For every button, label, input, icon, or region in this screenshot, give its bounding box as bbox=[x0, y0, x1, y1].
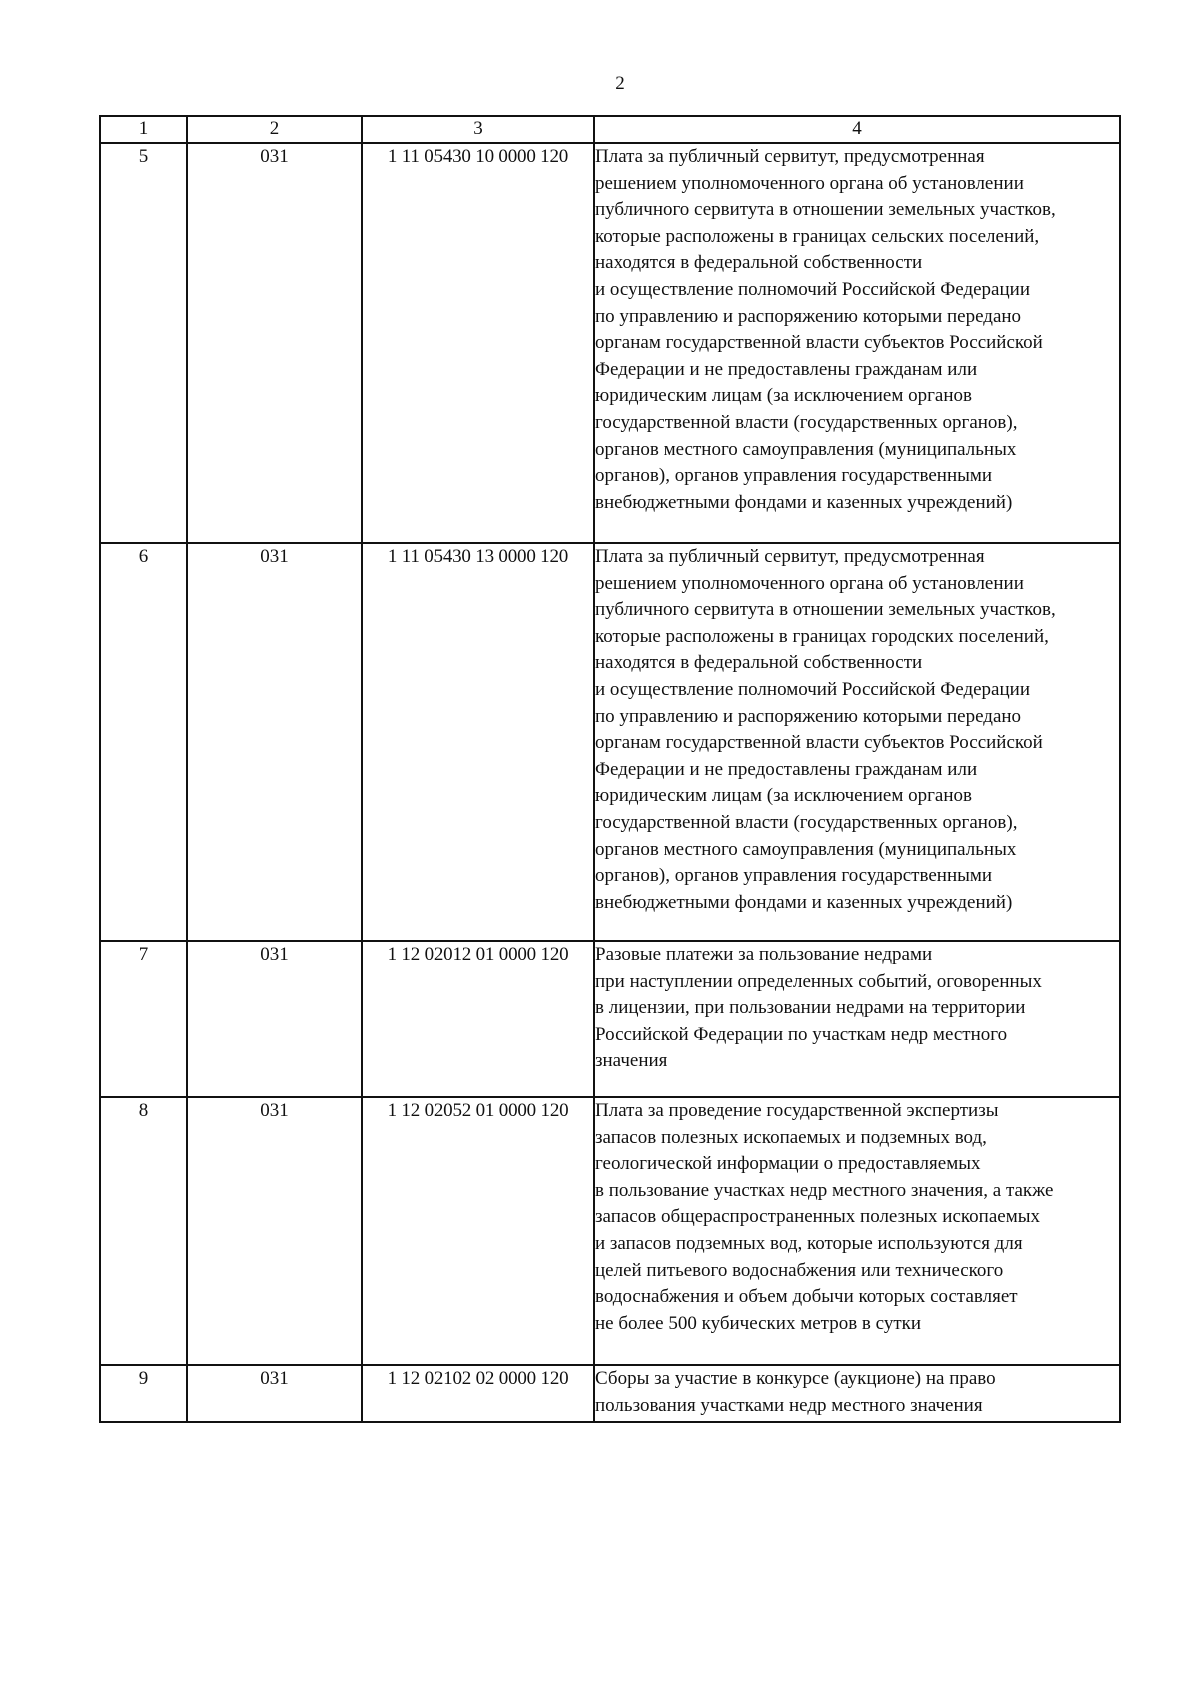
description-line: в пользование участках недр местного значения, а также bbox=[595, 1179, 1054, 1201]
administrator-code: 031 bbox=[187, 1365, 362, 1422]
table-row bbox=[100, 143, 1120, 543]
budget-classification-code: 1 12 02102 02 0000 120 bbox=[362, 1365, 594, 1422]
description-line: Сборы за участие в конкурсе (аукционе) на право bbox=[595, 1368, 996, 1389]
table-row bbox=[100, 1365, 1120, 1422]
description-line: пользования участками недр местного значения bbox=[595, 1394, 983, 1416]
revenue-description bbox=[594, 1097, 1120, 1365]
header-col-3: 3 bbox=[362, 116, 594, 143]
row-number: 8 bbox=[100, 1097, 187, 1365]
revenue-description bbox=[594, 1365, 1120, 1422]
description-line: решением уполномоченного органа об установлении bbox=[595, 172, 1024, 194]
description-line: и осуществление полномочий Российской Федерации bbox=[595, 678, 1030, 700]
budget-classification-code: 1 12 02052 01 0000 120 bbox=[362, 1097, 594, 1365]
description-line: Плата за публичный сервитут, предусмотренная bbox=[595, 546, 985, 567]
description-line: и осуществление полномочий Российской Федерации bbox=[595, 278, 1030, 300]
administrator-code: 031 bbox=[187, 543, 362, 941]
description-line: Разовые платежи за пользование недрами bbox=[595, 944, 933, 965]
description-line: решением уполномоченного органа об установлении bbox=[595, 572, 1024, 594]
description-line: Плата за проведение государственной экспертизы bbox=[595, 1100, 999, 1121]
description-line: по управлению и распоряжению которыми передано bbox=[595, 305, 1022, 327]
description-line: значения bbox=[595, 1050, 668, 1072]
description-line: водоснабжения и объем добычи которых составляет bbox=[595, 1286, 1018, 1308]
header-col-4: 4 bbox=[594, 116, 1120, 143]
revenue-description bbox=[594, 543, 1120, 941]
description-line: органам государственной власти субъектов Российской bbox=[595, 732, 1043, 754]
description-line: органов местного самоуправления (муниципальных bbox=[595, 838, 1017, 860]
description-line: внебюджетными фондами и казенных учреждений) bbox=[595, 891, 1013, 913]
revenue-description bbox=[594, 143, 1120, 543]
page-number: 2 bbox=[615, 73, 625, 94]
table-body bbox=[100, 143, 1120, 1422]
description-line: по управлению и распоряжению которыми передано bbox=[595, 705, 1022, 727]
description-line: которые расположены в границах городских поселений, bbox=[595, 625, 1049, 647]
description-line: органов местного самоуправления (муниципальных bbox=[595, 438, 1017, 460]
description-line: и запасов подземных вод, которые используются для bbox=[595, 1232, 1023, 1254]
description-line: Федерации и не предоставлены гражданам или bbox=[595, 358, 978, 380]
table-header bbox=[100, 116, 1120, 143]
row-number: 7 bbox=[100, 941, 187, 1097]
description-line: публичного сервитута в отношении земельных участков, bbox=[595, 599, 1056, 621]
header-row bbox=[100, 116, 1120, 143]
description-line: целей питьевого водоснабжения или технического bbox=[595, 1259, 1004, 1281]
description-line: внебюджетными фондами и казенных учреждений) bbox=[595, 491, 1013, 513]
budget-classification-code: 1 12 02012 01 0000 120 bbox=[362, 941, 594, 1097]
description-line: органов), органов управления государственными bbox=[595, 465, 993, 487]
row-number: 5 bbox=[100, 143, 187, 543]
description-line: органов), органов управления государственными bbox=[595, 865, 993, 887]
table-row bbox=[100, 941, 1120, 1097]
administrator-code: 031 bbox=[187, 941, 362, 1097]
budget-classification-code: 1 11 05430 13 0000 120 bbox=[362, 543, 594, 941]
description-line: юридическим лицам (за исключением органов bbox=[595, 785, 972, 807]
description-line: органам государственной власти субъектов Российской bbox=[595, 332, 1043, 354]
description-line: геологической информации о предоставляемых bbox=[595, 1153, 981, 1175]
description-line: Федерации и не предоставлены гражданам или bbox=[595, 758, 978, 780]
budget-classification-code: 1 11 05430 10 0000 120 bbox=[362, 143, 594, 543]
row-number: 9 bbox=[100, 1365, 187, 1422]
row-number: 6 bbox=[100, 543, 187, 941]
description-line: запасов общераспространенных полезных ископаемых bbox=[595, 1206, 1040, 1228]
administrator-code: 031 bbox=[187, 143, 362, 543]
description-line: не более 500 кубических метров в сутки bbox=[595, 1312, 922, 1334]
description-line: Плата за публичный сервитут, предусмотренная bbox=[595, 146, 985, 167]
description-line: Российской Федерации по участкам недр местного bbox=[595, 1023, 1008, 1045]
header-col-2: 2 bbox=[187, 116, 362, 143]
administrator-code: 031 bbox=[187, 1097, 362, 1365]
table-row bbox=[100, 1097, 1120, 1365]
header-col-1: 1 bbox=[100, 116, 187, 143]
description-line: находятся в федеральной собственности bbox=[595, 252, 923, 274]
description-line: в лицензии, при пользовании недрами на территории bbox=[595, 997, 1026, 1019]
description-line: при наступлении определенных событий, оговоренных bbox=[595, 970, 1042, 992]
description-line: которые расположены в границах сельских поселений, bbox=[595, 225, 1040, 247]
description-line: государственной власти (государственных органов), bbox=[595, 811, 1018, 833]
table-row bbox=[100, 543, 1120, 941]
description-line: юридическим лицам (за исключением органов bbox=[595, 385, 972, 407]
revenue-codes-table bbox=[99, 115, 1121, 1423]
description-line: государственной власти (государственных органов), bbox=[595, 411, 1018, 433]
description-line: находятся в федеральной собственности bbox=[595, 652, 923, 674]
description-line: публичного сервитута в отношении земельных участков, bbox=[595, 199, 1056, 221]
revenue-description bbox=[594, 941, 1120, 1097]
description-line: запасов полезных ископаемых и подземных вод, bbox=[595, 1126, 987, 1148]
